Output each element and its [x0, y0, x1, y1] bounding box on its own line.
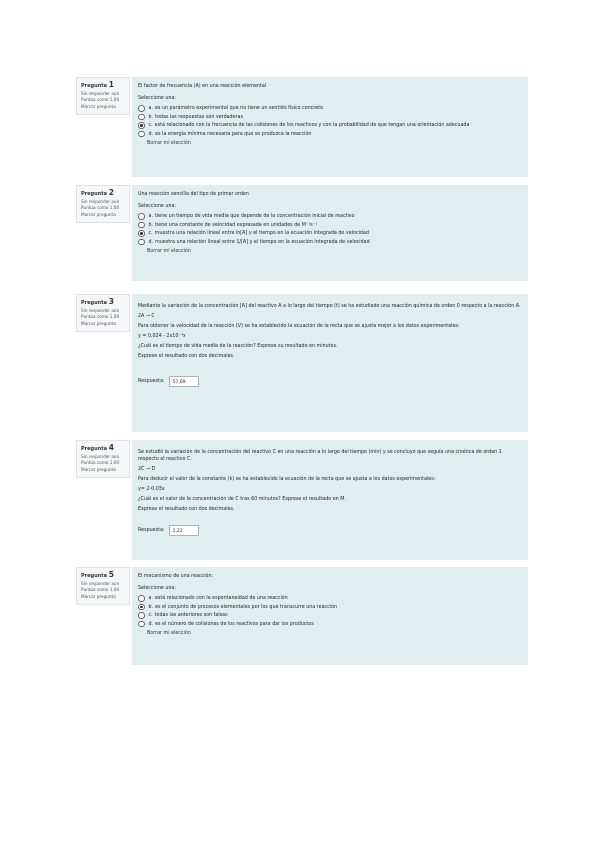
radio-button[interactable] — [138, 239, 145, 246]
question-text: Para deducir el valor de la constante (k) se ha establecido la ecuación de la recta que se ajusta a los datos experimentales: — [138, 477, 436, 482]
option-d[interactable]: d. es el número de colisiones de los reactivos para dar los productos — [138, 621, 522, 628]
question-score: Puntúa como 1,00 — [81, 587, 120, 593]
option-b[interactable]: b. tiene una constante de velocidad expresada en unidades de M⁻¹s⁻¹ — [138, 222, 522, 229]
flag-question-link[interactable]: Marcar pregunta — [81, 466, 116, 472]
option-a[interactable]: a. tiene un tiempo de vida media que depende de la concentración inicial de reactivo — [138, 213, 522, 220]
question-number: Pregunta 1 — [81, 80, 114, 89]
question-score: Puntúa como 1,00 — [81, 97, 120, 103]
question-status: Sin responder aún — [81, 307, 120, 313]
question-info — [76, 294, 130, 332]
radio-button[interactable] — [138, 612, 145, 619]
clear-choice-link[interactable]: Borrar mi elección — [147, 630, 191, 636]
clear-choice-link[interactable]: Borrar mi elección — [147, 248, 191, 254]
option-a[interactable]: a. está relacionado con la espontaneidad de una reacción — [138, 595, 522, 602]
answer-label: Respuesta: — [138, 379, 165, 384]
radio-button[interactable] — [138, 222, 145, 229]
option-c[interactable]: c. todas las anteriores son falsas — [138, 612, 522, 619]
radio-button[interactable] — [138, 595, 145, 602]
fit-equation: y = 0,024 - 2x10⁻⁴x — [138, 334, 186, 339]
flag-question-link[interactable]: Marcar pregunta — [81, 593, 116, 599]
choose-label: Seleccione una: — [138, 96, 176, 101]
question-text: Se estudió la variación de la concentración del reactivo C en una reacción a lo largo del tiempo (min) y se concluyó que seguía una cinética de orden 1 respecto al reactivo C. — [138, 450, 502, 462]
question-prompt: Una reacción sencilla del tipo de primer orden — [138, 192, 249, 197]
flag-question-link[interactable]: Marcar pregunta — [81, 211, 116, 217]
option-d[interactable]: d. es la energía mínima necesaria para que se produzca la reacción — [138, 131, 522, 138]
radio-button[interactable] — [138, 213, 145, 220]
question-number: Pregunta 5 — [81, 570, 114, 579]
question-content — [132, 77, 528, 177]
question-content — [132, 294, 528, 432]
question-number: Pregunta 2 — [81, 188, 114, 197]
radio-button-selected[interactable] — [138, 604, 145, 611]
radio-button[interactable] — [138, 621, 145, 628]
choose-label: Seleccione una: — [138, 204, 176, 209]
question-text: Para obtener la velocidad de la reacción (V) se ha establecido la ecuación de la recta que se ajusta mejor a los datos experimentales: — [138, 324, 460, 329]
option-b[interactable]: b. es el conjunto de procesos elementales por los que transcurre una reacción — [138, 604, 522, 611]
option-c[interactable]: c. muestra una relación lineal entre ln[A] y el tiempo en la ecuación integrada de velocidad — [138, 230, 522, 237]
question-status: Sin responder aún — [81, 453, 120, 459]
question-text: Mediante la variación de la concentración [A] del reactivo A a lo largo del tiempo (t) se ha estudiado una reacción química de orden 0 respecto a la reacción A. — [138, 304, 521, 309]
option-a[interactable]: a. es un parámetro experimental que no tiene un sentido físico concreto — [138, 105, 522, 112]
question-status: Sin responder aún — [81, 198, 120, 204]
question-prompt: El mecanismo de una reacción: — [138, 574, 214, 579]
fit-equation: y= 2-0,03x — [138, 487, 165, 492]
answer-input[interactable]: 57,69 — [169, 376, 199, 387]
question-content — [132, 440, 528, 560]
question-score: Puntúa como 1,00 — [81, 314, 120, 320]
reaction-equation: 2A → C — [138, 314, 155, 319]
question-info — [76, 185, 130, 223]
question-info — [76, 440, 130, 478]
question-score: Puntúa como 1,00 — [81, 460, 120, 466]
question-number: Pregunta 3 — [81, 297, 114, 306]
radio-button-selected[interactable] — [138, 122, 145, 129]
question-info — [76, 77, 130, 115]
question-score: Puntúa como 1,00 — [81, 205, 120, 211]
question-number: Pregunta 4 — [81, 443, 114, 452]
flag-question-link[interactable]: Marcar pregunta — [81, 103, 116, 109]
choose-label: Seleccione una: — [138, 586, 176, 591]
instruction-text: Exprese el resultado con dos decimales. — [138, 354, 235, 359]
radio-button[interactable] — [138, 114, 145, 121]
instruction-text: Exprese el resultado con dos decimales. — [138, 507, 235, 512]
radio-button[interactable] — [138, 105, 145, 112]
question-text: ¿Cuál es el valor de la concentración de C tras 60 minutos? Exprese el resultado en M. — [138, 497, 346, 502]
question-content — [132, 567, 528, 665]
question-content — [132, 185, 528, 281]
radio-button[interactable] — [138, 131, 145, 138]
option-d[interactable]: d. muestra una relación lineal entre 1/[A] y el tiempo en la ecuación integrada de velocidad — [138, 239, 522, 246]
question-status: Sin responder aún — [81, 580, 120, 586]
answer-row — [138, 376, 522, 387]
reaction-equation: 2C → D — [138, 467, 156, 472]
question-text: ¿Cuál es el tiempo de vida media de la reacción? Exprese su resultado en minutos. — [138, 344, 338, 349]
answer-label: Respuesta: — [138, 528, 165, 533]
radio-button-selected[interactable] — [138, 230, 145, 237]
flag-question-link[interactable]: Marcar pregunta — [81, 320, 116, 326]
question-info — [76, 567, 130, 605]
option-b[interactable]: b. todas las respuestas son verdaderas — [138, 114, 522, 121]
question-status: Sin responder aún — [81, 90, 120, 96]
question-prompt: El factor de frecuencia (A) en una reacción elemental — [138, 84, 267, 89]
clear-choice-link[interactable]: Borrar mi elección — [147, 140, 191, 146]
answer-row — [138, 525, 522, 536]
option-c[interactable]: c. está relacionado con la frecuencia de las colisiones de los reactivos y con la probabilidad de que tengan una orientación adecuada — [138, 122, 522, 129]
answer-input[interactable]: 1,22 — [169, 525, 199, 536]
